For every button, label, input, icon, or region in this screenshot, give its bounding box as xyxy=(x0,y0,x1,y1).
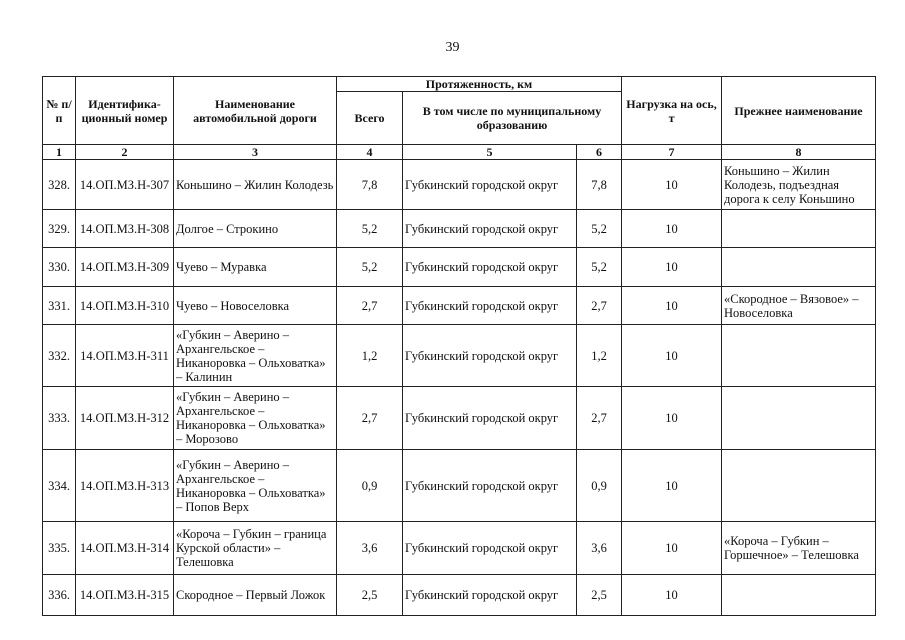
header-total: Всего xyxy=(337,92,403,145)
municipality: Губкинский городской округ xyxy=(403,387,577,450)
municipal-length: 3,6 xyxy=(577,522,622,575)
row-number: 335. xyxy=(43,522,76,575)
column-number: 2 xyxy=(76,145,174,160)
column-number: 7 xyxy=(622,145,722,160)
former-name xyxy=(722,325,876,387)
total-length: 2,7 xyxy=(337,387,403,450)
road-id: 14.ОП.МЗ.Н-307 xyxy=(76,160,174,210)
table-row xyxy=(43,210,876,248)
table-row xyxy=(43,160,876,210)
axle-load: 10 xyxy=(622,210,722,248)
row-number: 331. xyxy=(43,287,76,325)
column-number: 3 xyxy=(174,145,337,160)
municipal-length: 2,5 xyxy=(577,575,622,616)
road-name: Чуево – Новоселовка xyxy=(174,287,337,325)
table-row xyxy=(43,248,876,287)
table-body xyxy=(43,160,876,616)
column-number-row xyxy=(43,145,876,160)
total-length: 1,2 xyxy=(337,325,403,387)
table-row xyxy=(43,450,876,522)
table-row xyxy=(43,387,876,450)
road-name: Коньшино – Жилин Колодезь xyxy=(174,160,337,210)
road-id: 14.ОП.МЗ.Н-309 xyxy=(76,248,174,287)
municipal-length: 7,8 xyxy=(577,160,622,210)
header-num: № п/п xyxy=(43,77,76,145)
total-length: 2,5 xyxy=(337,575,403,616)
table-row xyxy=(43,287,876,325)
former-name xyxy=(722,387,876,450)
former-name xyxy=(722,248,876,287)
header-name: Наименование автомобильной дороги xyxy=(174,77,337,145)
total-length: 3,6 xyxy=(337,522,403,575)
total-length: 5,2 xyxy=(337,248,403,287)
axle-load: 10 xyxy=(622,387,722,450)
column-number: 6 xyxy=(577,145,622,160)
municipality: Губкинский городской округ xyxy=(403,522,577,575)
row-number: 336. xyxy=(43,575,76,616)
former-name: Коньшино – Жилин Колодезь, подъездная дорога к селу Коньшино xyxy=(722,160,876,210)
axle-load: 10 xyxy=(622,287,722,325)
road-name: «Губкин – Аверино – Архангельское – Никаноровка – Ольховатка» – Попов Верх xyxy=(174,450,337,522)
header-length: Протяженность, км xyxy=(337,77,622,92)
road-name: «Губкин – Аверино – Архангельское – Никаноровка – Ольховатка» – Калинин xyxy=(174,325,337,387)
row-number: 332. xyxy=(43,325,76,387)
header-load: Нагрузка на ось, т xyxy=(622,77,722,145)
road-id: 14.ОП.МЗ.Н-312 xyxy=(76,387,174,450)
table-row xyxy=(43,325,876,387)
row-number: 328. xyxy=(43,160,76,210)
former-name: «Короча – Губкин – Горшечное» – Телешовка xyxy=(722,522,876,575)
total-length: 7,8 xyxy=(337,160,403,210)
road-id: 14.ОП.МЗ.Н-311 xyxy=(76,325,174,387)
former-name xyxy=(722,450,876,522)
road-id: 14.ОП.МЗ.Н-310 xyxy=(76,287,174,325)
road-id: 14.ОП.МЗ.Н-313 xyxy=(76,450,174,522)
municipal-length: 0,9 xyxy=(577,450,622,522)
column-number: 5 xyxy=(403,145,577,160)
total-length: 5,2 xyxy=(337,210,403,248)
table-row xyxy=(43,575,876,616)
roads-table xyxy=(42,76,876,616)
former-name xyxy=(722,210,876,248)
row-number: 329. xyxy=(43,210,76,248)
column-number: 1 xyxy=(43,145,76,160)
axle-load: 10 xyxy=(622,522,722,575)
row-number: 334. xyxy=(43,450,76,522)
former-name xyxy=(722,575,876,616)
column-number: 8 xyxy=(722,145,876,160)
municipal-length: 1,2 xyxy=(577,325,622,387)
total-length: 0,9 xyxy=(337,450,403,522)
axle-load: 10 xyxy=(622,325,722,387)
table-row xyxy=(43,522,876,575)
column-number: 4 xyxy=(337,145,403,160)
road-id: 14.ОП.МЗ.Н-308 xyxy=(76,210,174,248)
table-header xyxy=(43,77,876,160)
municipality: Губкинский городской округ xyxy=(403,575,577,616)
municipality: Губкинский городской округ xyxy=(403,325,577,387)
road-name: «Короча – Губкин – граница Курской области» – Телешовка xyxy=(174,522,337,575)
total-length: 2,7 xyxy=(337,287,403,325)
header-including: В том числе по муниципальному образованию xyxy=(403,92,622,145)
road-name: Чуево – Муравка xyxy=(174,248,337,287)
axle-load: 10 xyxy=(622,160,722,210)
municipal-length: 5,2 xyxy=(577,248,622,287)
municipal-length: 5,2 xyxy=(577,210,622,248)
header-former-name: Прежнее наименование xyxy=(722,77,876,145)
axle-load: 10 xyxy=(622,575,722,616)
road-name: «Губкин – Аверино – Архангельское – Никаноровка – Ольховатка» – Морозово xyxy=(174,387,337,450)
page-number: 39 xyxy=(445,40,460,55)
municipality: Губкинский городской округ xyxy=(403,210,577,248)
municipality: Губкинский городской округ xyxy=(403,248,577,287)
header-id: Идентифика-ционный номер xyxy=(76,77,174,145)
axle-load: 10 xyxy=(622,248,722,287)
municipality: Губкинский городской округ xyxy=(403,287,577,325)
road-name: Долгое – Строкино xyxy=(174,210,337,248)
municipal-length: 2,7 xyxy=(577,287,622,325)
road-id: 14.ОП.МЗ.Н-314 xyxy=(76,522,174,575)
former-name: «Скородное – Вязовое» – Новоселовка xyxy=(722,287,876,325)
road-name: Скородное – Первый Ложок xyxy=(174,575,337,616)
municipality: Губкинский городской округ xyxy=(403,160,577,210)
axle-load: 10 xyxy=(622,450,722,522)
row-number: 330. xyxy=(43,248,76,287)
municipal-length: 2,7 xyxy=(577,387,622,450)
road-id: 14.ОП.МЗ.Н-315 xyxy=(76,575,174,616)
row-number: 333. xyxy=(43,387,76,450)
municipality: Губкинский городской округ xyxy=(403,450,577,522)
